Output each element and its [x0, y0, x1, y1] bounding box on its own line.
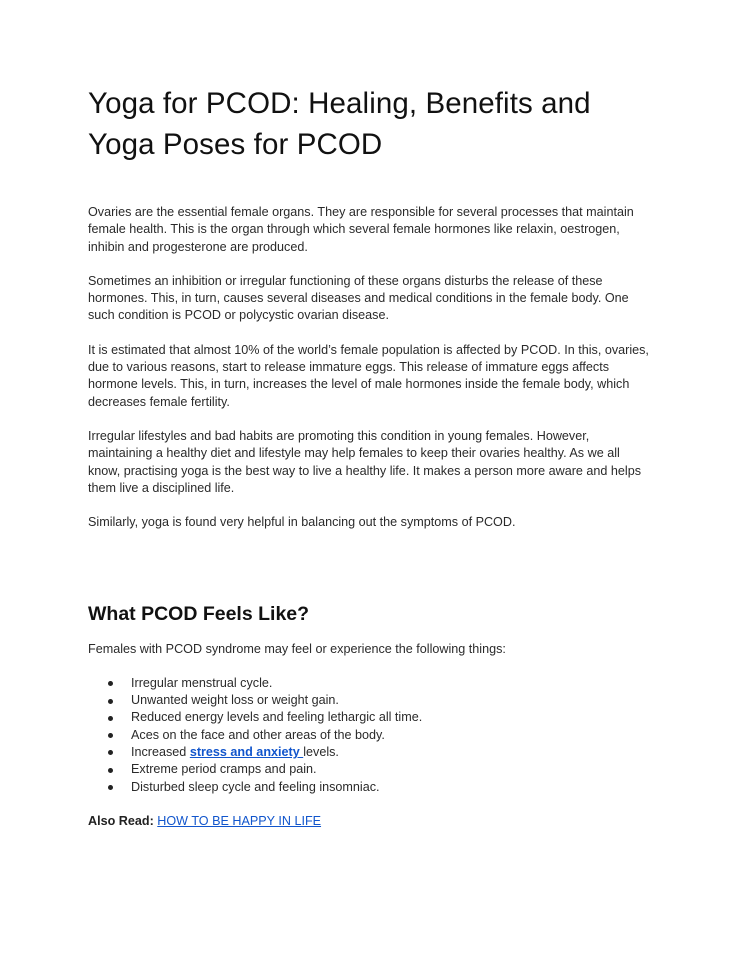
bullet-dot-icon: [108, 733, 113, 738]
list-item-text: Unwanted weight loss or weight gain.: [131, 693, 339, 708]
paragraph-ovaries: Ovaries are the essential female organs. They are responsible for several processes that maintain female health. This is the organ through which several female hormones like relaxin, oestrogen, inhibin and progesterone are produced.: [88, 205, 634, 254]
section-intro: Females with PCOD syndrome may feel or experience the following things:: [88, 642, 506, 657]
list-item: [108, 675, 651, 692]
also-read-label: Also Read:: [88, 813, 158, 828]
also-read-line: [88, 813, 651, 830]
list-item: [108, 761, 651, 778]
list-item: [108, 727, 651, 744]
bullet-dot-icon: [108, 699, 113, 704]
list-item-text: Aces on the face and other areas of the body.: [131, 727, 385, 742]
happy-in-life-link[interactable]: HOW TO BE HAPPY IN LIFE: [157, 813, 322, 828]
bullet-dot-icon: [108, 716, 113, 721]
paragraph-inhibition: Sometimes an inhibition or irregular functioning of these organs disturbs the release of these hormones. This, in turn, causes several diseases and medical conditions in the female body. One such condition is PCOD or polycystic ovarian disease.: [88, 273, 629, 323]
list-item: [108, 779, 651, 796]
bullet-dot-icon: [108, 785, 113, 790]
list-item-text: Extreme period cramps and pain.: [131, 762, 317, 777]
list-item-text: Irregular menstrual cycle.: [131, 675, 273, 690]
bullet-dot-icon: [108, 750, 113, 755]
list-item: [108, 709, 651, 726]
list-item-text: Reduced energy levels and feeling lethargic all time.: [131, 710, 423, 725]
list-item: [108, 744, 651, 761]
paragraph-estimate: It is estimated that almost 10% of the world’s female population is affected by PCOD. In this, ovaries, due to various reasons, start to release immature eggs. This release of immature eggs affects hormone levels. This, in turn, increases the level of male hormones inside the female body, which decreases female fertility.: [88, 342, 649, 409]
stress-anxiety-link[interactable]: stress and anxiety: [189, 744, 304, 759]
list-item-text-suffix: levels.: [303, 744, 339, 759]
paragraph-yoga-helpful: Similarly, yoga is found very helpful in balancing out the symptoms of PCOD.: [88, 515, 516, 530]
bullet-dot-icon: [108, 768, 113, 773]
paragraph-lifestyle: Irregular lifestyles and bad habits are promoting this condition in young females. However, maintaining a healthy diet and lifestyle may help females to keep their ovaries healthy. As we all know, practising yoga is the best way to live a healthy life. It makes a person more aware and helps them live a disciplined life.: [88, 428, 642, 495]
page-title: Yoga for PCOD: Healing, Benefits and Yoga Poses for PCOD: [88, 87, 591, 161]
section-heading: What PCOD Feels Like?: [88, 603, 310, 626]
symptom-list: [88, 675, 651, 796]
bullet-dot-icon: [108, 681, 113, 686]
list-item: [108, 692, 651, 709]
list-item-text: Disturbed sleep cycle and feeling insomniac.: [131, 779, 380, 794]
list-item-text-prefix: Increased: [131, 744, 190, 759]
